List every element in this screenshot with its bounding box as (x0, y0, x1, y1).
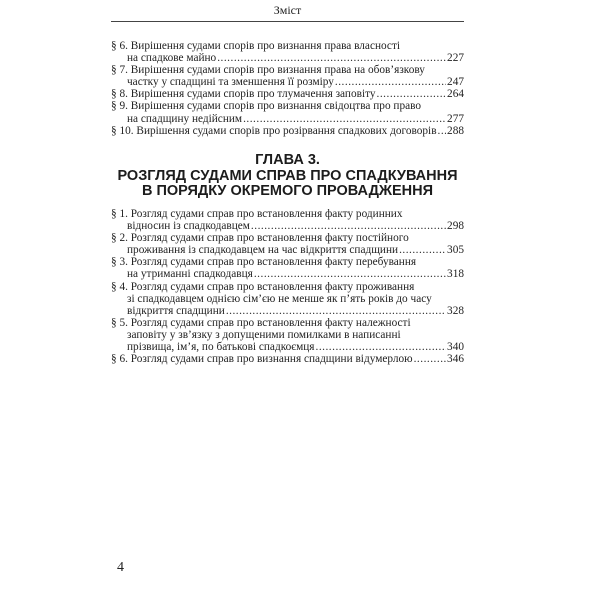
toc-entry-last-line (111, 305, 464, 317)
toc-entry-line: заповіту у зв’язку з допущеними помилками в написанні (127, 328, 401, 341)
toc-list-top (111, 40, 464, 137)
toc-entry-page: 247 (447, 76, 464, 89)
toc-entry-last-line (111, 353, 464, 365)
dot-leader (399, 244, 446, 256)
toc-entry-last-line (111, 113, 464, 125)
toc-entry-line: § 6. Вирішення судами спорів про визнання права власності (111, 40, 401, 52)
toc-entry-text: § 6. Розгляд судами справ про визнання спадщини відумерлою (111, 353, 413, 366)
toc-entry (111, 232, 464, 256)
page-number: 4 (117, 560, 124, 575)
toc-entry-page: 305 (447, 244, 464, 257)
dot-leader (217, 52, 446, 64)
toc-entry-text: на спадкове майно (127, 52, 217, 65)
dot-leader (377, 88, 447, 100)
chapter-number: ГЛАВА 3. (255, 152, 320, 168)
toc-entry (111, 208, 464, 232)
header-rule (111, 21, 464, 22)
toc-entry-last-line (111, 52, 464, 64)
toc-entry-line: § 9. Вирішення судами спорів про визнання свідоцтва про право (111, 100, 422, 113)
toc-entry-text: на спадщину недійсним (127, 112, 243, 125)
toc-entry-page: 318 (447, 268, 464, 281)
toc-entry-page: 227 (447, 52, 464, 65)
toc-entry (111, 100, 464, 124)
toc-entry-line: § 5. Розгляд судами справ про встановлення факту належності (111, 316, 411, 329)
toc-entry (111, 88, 464, 100)
toc-entry-text: на утриманні спадкодавця (127, 268, 253, 281)
dot-leader (243, 113, 446, 125)
toc-entry-line: § 2. Розгляд судами справ про встановлення факту постійного (111, 232, 409, 245)
chapter-title-line: РОЗГЛЯД СУДАМИ СПРАВ ПРО СПАДКУВАННЯ (117, 167, 458, 184)
toc-list-chapter (111, 208, 464, 365)
toc-entry-page: 340 (447, 341, 464, 354)
toc-entry-last-line (111, 341, 464, 353)
toc-entry-text: відносин із спадкодавцем (127, 220, 250, 233)
running-header: Зміст (273, 3, 302, 17)
dot-leader (335, 76, 446, 88)
chapter-heading (111, 153, 464, 200)
toc-entry-text: відкриття спадщини (127, 304, 225, 317)
toc-entry-line: зі спадкодавцем однією сім’єю не менше як п’ять років до часу (127, 292, 432, 305)
toc-entry-line: § 4. Розгляд судами справ про встановлення факту проживання (111, 280, 415, 293)
toc-entry (111, 256, 464, 280)
chapter-title-line: В ПОРЯДКУ ОКРЕМОГО ПРОВАДЖЕННЯ (141, 183, 434, 199)
toc-entry (111, 40, 464, 64)
dot-leader (438, 125, 447, 137)
toc-entry-text: частку у спадщині та зменшення її розміру (127, 76, 334, 89)
toc-entry-page: 277 (447, 112, 464, 125)
toc-entry-line: § 3. Розгляд судами справ про встановлення факту перебування (111, 256, 417, 269)
toc-entry-last-line (111, 88, 464, 100)
toc-entry-text: § 10. Вирішення судами спорів про розірвання спадкових договорів (111, 124, 437, 137)
toc-entry-text: прізвища, ім’я, по батькові спадкоємця (127, 341, 315, 354)
dot-leader (316, 341, 447, 353)
toc-entry-last-line (111, 244, 464, 256)
toc-entry-page: 346 (447, 353, 464, 366)
toc-entry-page: 298 (447, 220, 464, 233)
toc-entry-line: § 1. Розгляд судами справ про встановлення факту родинних (111, 208, 403, 220)
toc-entry-page: 288 (447, 124, 464, 137)
toc-entry-last-line (111, 220, 464, 232)
dot-leader (226, 305, 446, 317)
toc-entry-text: § 8. Вирішення судами спорів про тлумачення заповіту (111, 88, 376, 101)
toc-entry (111, 281, 464, 317)
toc-entry-page: 264 (447, 88, 464, 101)
toc-entry-last-line (111, 76, 464, 88)
toc-entry (111, 353, 464, 365)
dot-leader (414, 353, 446, 365)
toc-entry-page: 328 (447, 304, 464, 317)
toc-entry-line: § 7. Вирішення судами спорів про визнання права на обов’язкову (111, 64, 425, 77)
toc-entry (111, 64, 464, 88)
toc-entry-text: проживання із спадкодавцем на час відкриття спадщини (127, 244, 399, 257)
dot-leader (251, 220, 446, 232)
toc-entry (111, 317, 464, 353)
toc-entry (111, 125, 464, 137)
toc-entry-last-line (111, 268, 464, 280)
dot-leader (254, 268, 446, 280)
toc-entry-last-line (111, 125, 464, 137)
